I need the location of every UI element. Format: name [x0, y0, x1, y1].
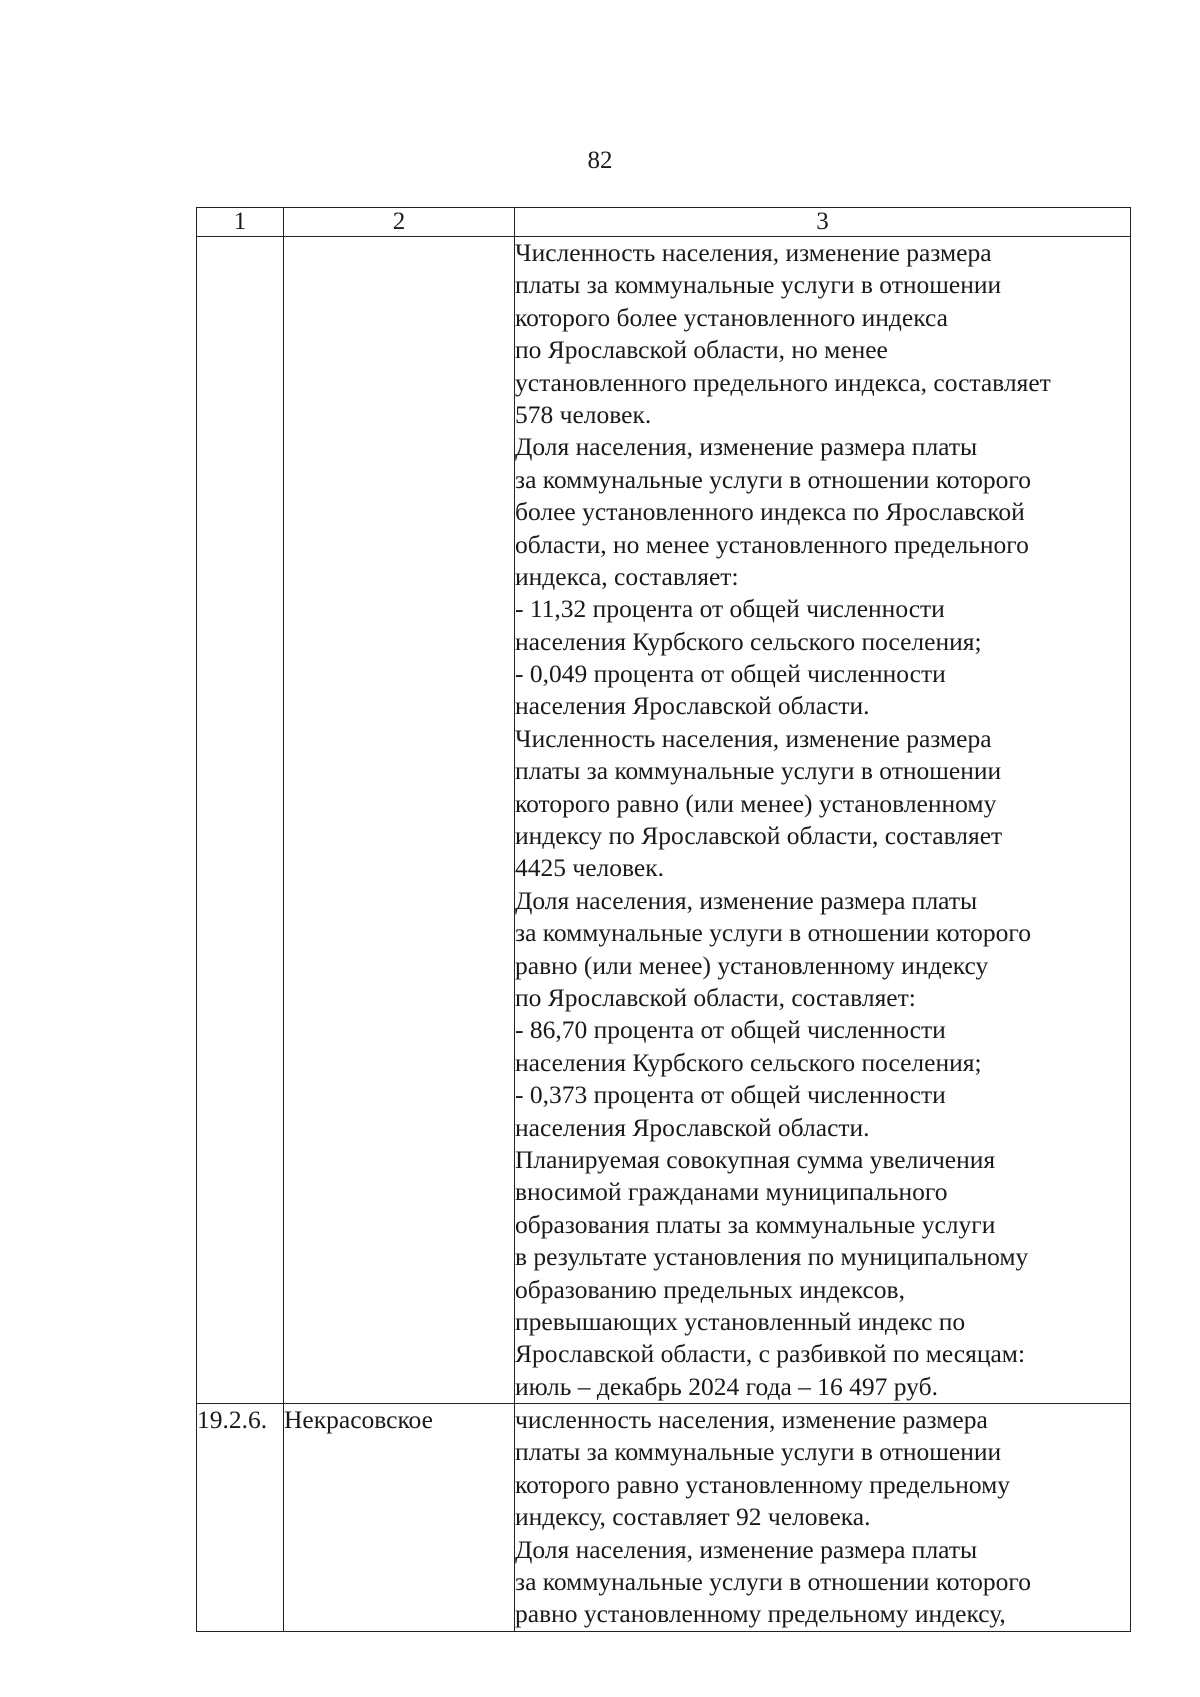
- description-line: численность населения, изменение размера: [515, 1405, 988, 1435]
- description-line: 4425 человек.: [515, 853, 664, 883]
- description-line: населения Ярославской области.: [515, 691, 870, 721]
- description-line: платы за коммунальные услуги в отношении: [515, 756, 1002, 786]
- description-line: населения Курбского сельского поселения;: [515, 626, 982, 656]
- description-line: - 86,70 процента от общей численности: [515, 1015, 946, 1045]
- header-col-1: 1: [197, 208, 284, 237]
- header-col-2: 2: [284, 208, 515, 237]
- description-line: области, но менее установленного предельного: [515, 529, 1029, 559]
- description-line: индекса, составляет:: [515, 561, 739, 591]
- description-line: Ярославской области, с разбивкой по месяцам:: [515, 1339, 1026, 1369]
- description-line: по Ярославской области, но менее: [515, 335, 888, 365]
- description-line: равно установленному предельному индексу,: [515, 1599, 1006, 1629]
- description-line: Планируемая совокупная сумма увеличения: [515, 1144, 996, 1174]
- description-line: 578 человек.: [515, 399, 652, 429]
- description-line: - 11,32 процента от общей численности: [515, 594, 945, 624]
- row-description: [515, 1404, 1131, 1632]
- description-line: Численность населения, изменение размера: [515, 238, 992, 267]
- header-col-3: 3: [515, 208, 1131, 237]
- row-municipality-name: Некрасовское: [284, 1404, 515, 1632]
- description-line: за коммунальные услуги в отношении которого: [515, 918, 1031, 948]
- page-number: 82: [587, 147, 613, 174]
- description-line: более установленного индекса по Ярославской: [515, 497, 1025, 527]
- table-row: [197, 1404, 1131, 1632]
- description-line: превышающих установленный индекс по: [515, 1306, 966, 1336]
- description-line: которого более установленного индекса: [515, 302, 948, 332]
- description-line: образованию предельных индексов,: [515, 1274, 905, 1304]
- description-line: в результате установления по муниципальному: [515, 1242, 1029, 1272]
- table-row: [197, 237, 1131, 1404]
- description-line: Доля населения, изменение размера платы: [515, 1534, 978, 1564]
- description-line: за коммунальные услуги в отношении которого: [515, 464, 1031, 494]
- description-line: Численность населения, изменение размера: [515, 723, 992, 753]
- description-line: платы за коммунальные услуги в отношении: [515, 1437, 1002, 1467]
- description-line: за коммунальные услуги в отношении которого: [515, 1567, 1031, 1597]
- row-number: 19.2.6.: [197, 1404, 284, 1632]
- row-description: [515, 237, 1131, 1404]
- description-line: июль – декабрь 2024 года – 16 497 руб.: [515, 1371, 938, 1401]
- description-line: равно (или менее) установленному индексу: [515, 950, 989, 980]
- description-line: Доля населения, изменение размера платы: [515, 885, 978, 915]
- description-line: образования платы за коммунальные услуги: [515, 1209, 996, 1239]
- description-line: населения Курбского сельского поселения;: [515, 1047, 982, 1077]
- description-line: индексу по Ярославской области, составляет: [515, 821, 1003, 851]
- row-number: [197, 237, 284, 1404]
- document-table: [196, 207, 1131, 1632]
- row-municipality-name: [284, 237, 515, 1404]
- description-line: индексу, составляет 92 человека.: [515, 1502, 871, 1532]
- description-line: населения Ярославской области.: [515, 1112, 870, 1142]
- description-line: по Ярославской области, составляет:: [515, 982, 916, 1012]
- description-line: платы за коммунальные услуги в отношении: [515, 270, 1002, 300]
- description-line: Доля населения, изменение размера платы: [515, 432, 978, 462]
- description-line: - 0,049 процента от общей численности: [515, 659, 946, 689]
- description-line: вносимой гражданами муниципального: [515, 1177, 948, 1207]
- description-line: - 0,373 процента от общей численности: [515, 1080, 946, 1110]
- description-line: установленного предельного индекса, составляет: [515, 367, 1051, 397]
- description-line: которого равно установленному предельному: [515, 1469, 1011, 1499]
- description-line: которого равно (или менее) установленному: [515, 788, 997, 818]
- table-header-row: [197, 208, 1131, 237]
